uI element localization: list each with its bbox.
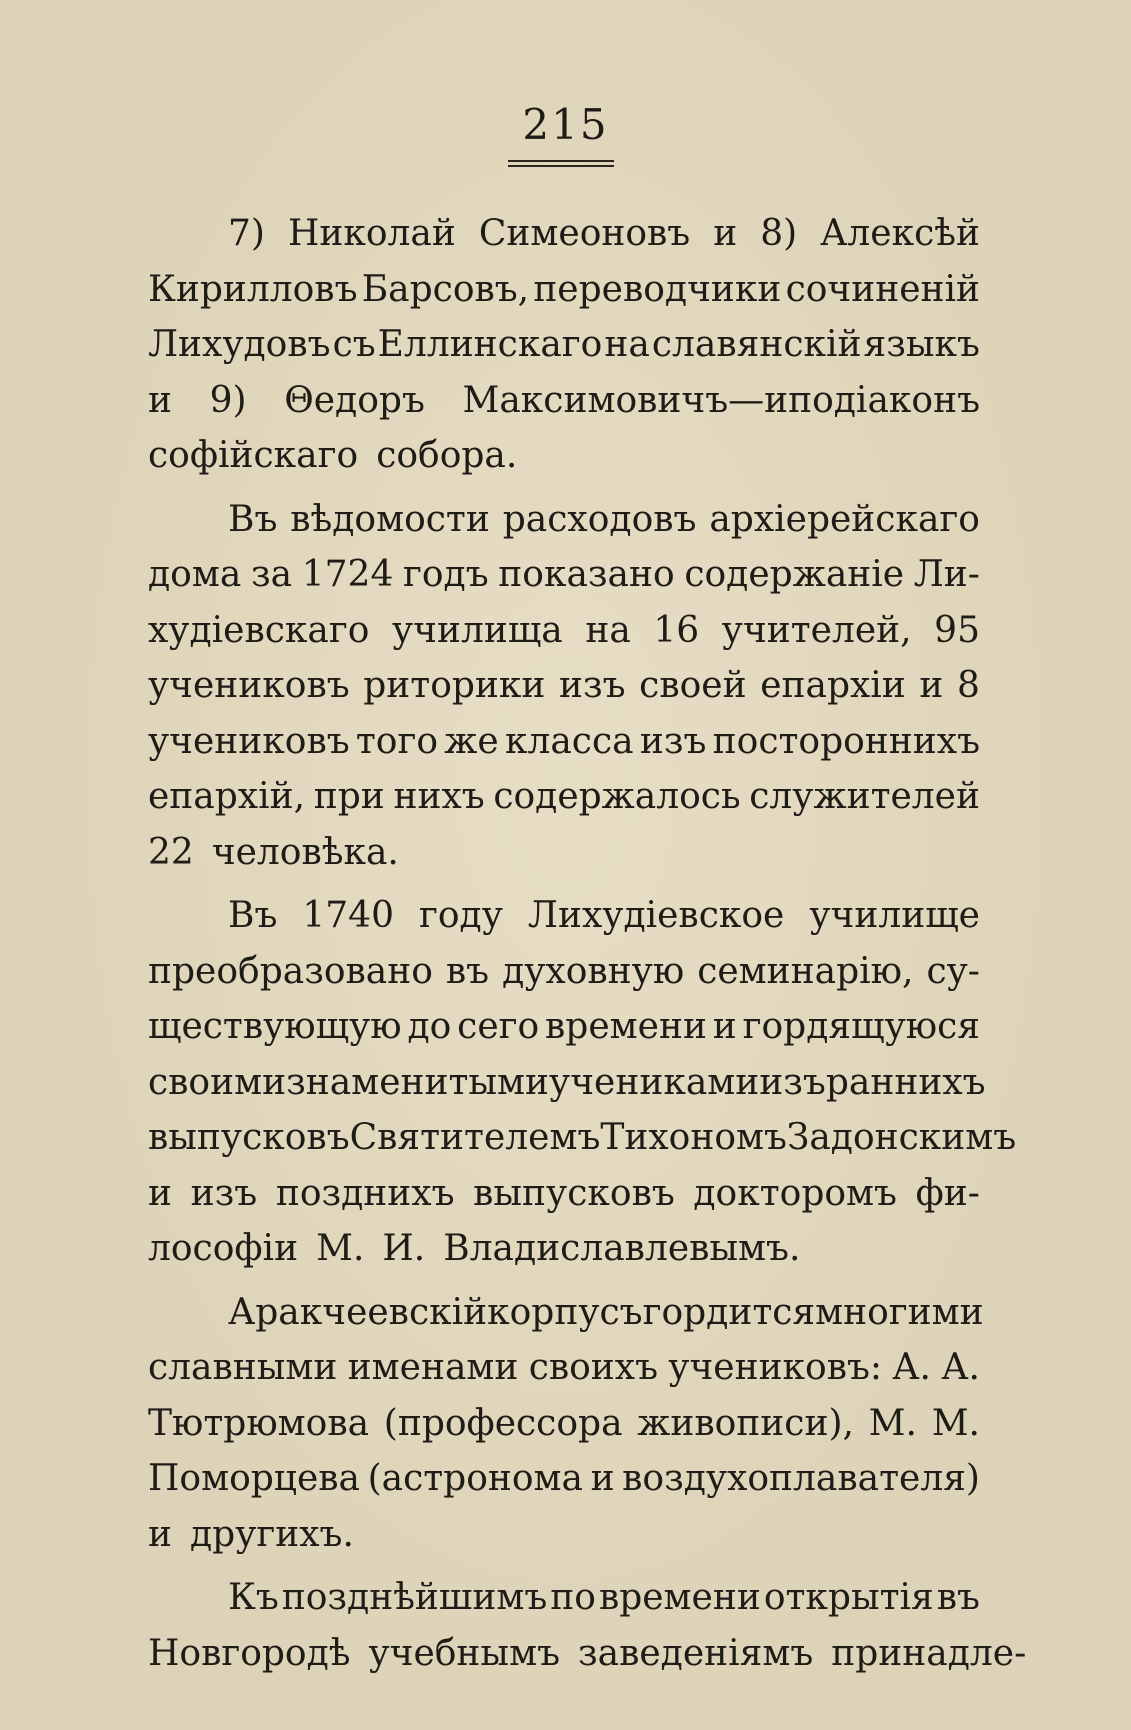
word: въ — [936, 1577, 980, 1618]
word: докторомъ — [693, 1172, 897, 1214]
paragraph — [148, 1570, 1027, 1681]
word: многими — [815, 1291, 984, 1333]
word: Лихудіевское — [527, 895, 785, 936]
word: изъ — [759, 1061, 826, 1103]
word: и — [590, 1458, 615, 1499]
word: Еллинскаго — [377, 324, 603, 365]
word: Святителемъ — [349, 1117, 601, 1158]
word: учениковъ: — [668, 1347, 883, 1388]
word: 8 — [957, 665, 980, 706]
word: И. — [382, 1228, 426, 1269]
text-line — [148, 1340, 980, 1396]
word: по — [550, 1577, 596, 1618]
word: архіерейскаго — [709, 498, 980, 540]
word: училища — [391, 609, 563, 651]
word: позднихъ — [275, 1172, 455, 1214]
word: 8) — [760, 213, 798, 254]
word: при — [313, 776, 385, 817]
word: того — [355, 720, 439, 762]
word: до — [407, 1006, 452, 1047]
word: су- — [926, 950, 980, 992]
word: открытія — [763, 1577, 934, 1618]
word: Задонскимъ — [786, 1117, 1017, 1158]
word: изъ — [639, 720, 707, 762]
word: учениковъ — [148, 665, 350, 706]
word: содержалось — [493, 776, 741, 817]
text-line — [148, 1285, 984, 1341]
text-line — [148, 428, 980, 484]
word: и — [148, 379, 172, 421]
word: выпусковъ — [473, 1172, 675, 1214]
word: Новгородѣ — [148, 1632, 351, 1674]
word: худіевскаго — [148, 609, 370, 651]
text-line — [148, 769, 980, 825]
word: преобразовано — [148, 950, 433, 992]
word: заведеніямъ — [577, 1632, 814, 1674]
paragraph — [148, 492, 980, 881]
word: году — [419, 895, 503, 936]
word: содержаніе — [684, 554, 905, 595]
word: семинарію, — [697, 950, 914, 992]
text-line — [148, 888, 980, 944]
word: сочиненій — [785, 268, 980, 310]
word: же — [444, 720, 499, 762]
word: фи- — [915, 1172, 980, 1214]
word: 95 — [934, 609, 980, 651]
word: Поморцева — [148, 1458, 360, 1499]
word: вѣдомости — [290, 498, 490, 540]
word: (профессора — [383, 1402, 623, 1444]
word: епархіи — [760, 665, 906, 706]
word: 16 — [653, 609, 700, 651]
word: Къ — [228, 1577, 279, 1618]
word: Симеоновъ — [478, 213, 691, 254]
word: своей — [639, 665, 747, 706]
word: славными — [148, 1347, 338, 1388]
word: показано — [498, 554, 675, 595]
word: и — [919, 665, 944, 706]
text-line — [148, 206, 980, 262]
word: софійскаго — [148, 435, 359, 476]
word: служителей — [749, 776, 980, 817]
word: дома — [148, 554, 242, 595]
word: именами — [347, 1347, 519, 1388]
word: съ — [332, 324, 376, 365]
paragraph — [148, 206, 980, 484]
word: класса — [504, 720, 634, 762]
word: человѣка. — [211, 831, 399, 873]
word: собора. — [376, 435, 518, 476]
word: знаменитыми — [286, 1061, 550, 1103]
text-line — [148, 547, 980, 603]
word: изъ — [559, 665, 626, 706]
word: изъ — [190, 1172, 258, 1214]
word: учителей, — [721, 609, 912, 651]
word: М. — [868, 1402, 917, 1444]
word: расходовъ — [502, 498, 697, 540]
word: Алексѣй — [820, 213, 980, 254]
text-line — [148, 1110, 1017, 1166]
word: сего — [457, 1006, 540, 1047]
word: учебнымъ — [368, 1632, 560, 1674]
word: 7) — [228, 213, 265, 254]
word: своихъ — [528, 1347, 659, 1388]
word: языкъ — [863, 324, 980, 365]
word: Въ — [228, 895, 278, 936]
word: риторики — [363, 665, 546, 706]
word: постороннихъ — [712, 720, 980, 762]
text-line — [148, 999, 980, 1055]
word: времени — [598, 1577, 761, 1618]
word: 1724 — [301, 554, 394, 595]
word: учениковъ — [148, 720, 350, 762]
text-line — [148, 825, 980, 881]
word: лософіи — [148, 1228, 299, 1269]
word: живописи), — [637, 1402, 854, 1444]
word: А. — [941, 1347, 980, 1388]
word: Въ — [228, 498, 278, 540]
word: училище — [809, 895, 980, 936]
word: Аракчеевскій — [228, 1291, 488, 1333]
word: и — [148, 1513, 172, 1555]
word: переводчики — [533, 268, 782, 310]
text-line — [148, 1626, 1027, 1682]
word: нихъ — [393, 776, 485, 817]
text-line — [148, 1396, 980, 1452]
text-line — [148, 262, 980, 318]
word: Тютрюмова — [148, 1402, 370, 1444]
text-line — [148, 1570, 980, 1626]
word: Кирилловъ — [148, 268, 358, 310]
word: 1740 — [302, 895, 394, 936]
word: и — [148, 1172, 172, 1214]
word: славянскій — [651, 324, 862, 365]
word: и — [713, 213, 738, 254]
word: Тихономъ — [600, 1117, 787, 1158]
text-line — [148, 714, 980, 770]
word: 22 — [148, 831, 194, 873]
word: воздухоплавателя) — [622, 1458, 980, 1499]
word: 9) — [209, 379, 247, 421]
word: епархій, — [148, 776, 306, 817]
word: за — [250, 554, 293, 595]
word: духовную — [502, 950, 685, 992]
word: Лихудовъ — [148, 324, 331, 365]
text-line — [148, 1451, 980, 1507]
word: другихъ. — [190, 1513, 354, 1555]
word: на — [585, 609, 631, 651]
text-line — [148, 373, 980, 429]
word: выпусковъ — [148, 1117, 350, 1158]
word: Барсовъ, — [361, 268, 530, 310]
text-line — [148, 492, 980, 548]
word: годъ — [403, 554, 489, 595]
word: учениками — [549, 1061, 760, 1103]
text-line — [148, 317, 980, 373]
word: Ли- — [913, 554, 980, 595]
text-line — [148, 1221, 980, 1277]
word: позднѣйшимъ — [281, 1577, 548, 1618]
body-text — [148, 206, 1027, 1689]
word: Владиславлевымъ. — [443, 1228, 801, 1269]
word: раннихъ — [825, 1061, 986, 1103]
word: своими — [148, 1061, 287, 1103]
word: Θедоръ — [284, 379, 425, 421]
word: М. — [931, 1402, 980, 1444]
word: Максимовичъ—иподіаконъ — [462, 379, 980, 421]
text-line — [148, 603, 980, 659]
text-line — [148, 1166, 980, 1222]
word: Николай — [287, 213, 456, 254]
word: (астронома — [367, 1458, 583, 1499]
word: гордящуюся — [742, 1006, 980, 1047]
text-line — [148, 1055, 986, 1111]
paragraph — [148, 888, 1017, 1277]
word: ществующую — [148, 1006, 402, 1047]
word: А. — [892, 1347, 932, 1388]
word: времени — [545, 1006, 707, 1047]
page-number-rule — [508, 160, 614, 167]
word: въ — [445, 950, 490, 992]
paragraph — [148, 1285, 984, 1563]
word: М. — [316, 1228, 365, 1269]
text-line — [148, 1507, 980, 1563]
word: на — [604, 324, 650, 365]
text-line — [148, 658, 980, 714]
text-line — [148, 944, 980, 1000]
word: и — [712, 1006, 737, 1047]
page-number: 215 — [522, 100, 609, 149]
word: корпусъ — [487, 1291, 643, 1333]
word: принадле- — [831, 1632, 1027, 1674]
word: гордится — [642, 1291, 816, 1333]
